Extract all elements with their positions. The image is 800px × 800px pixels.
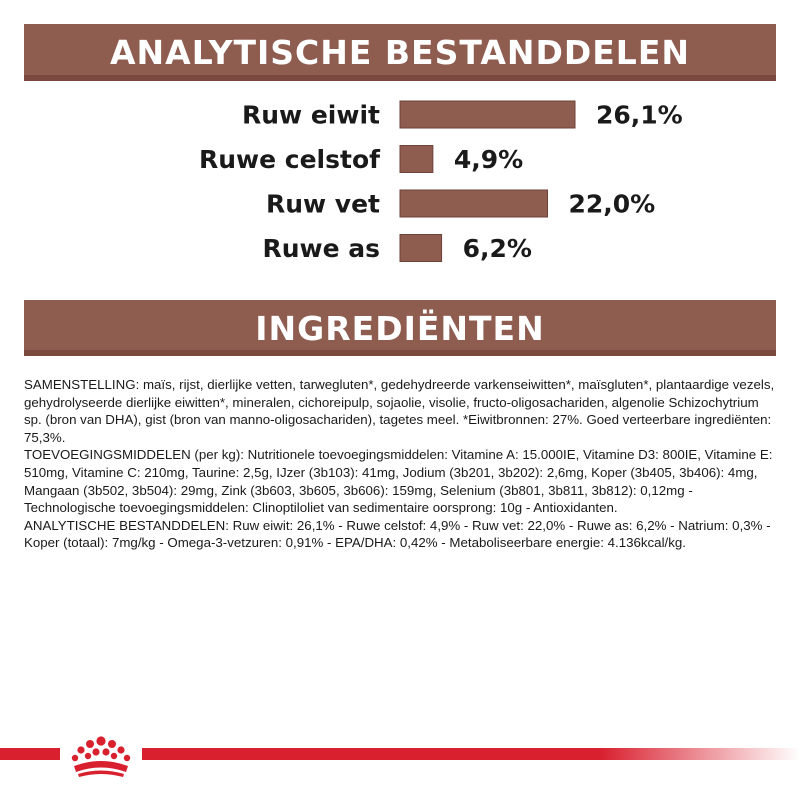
ingredients-text xyxy=(24,376,780,552)
value-label: 6,2% xyxy=(462,234,532,263)
analytics-header xyxy=(24,24,776,81)
value-label: 22,0% xyxy=(568,189,656,219)
bar xyxy=(400,190,548,217)
ingredients-header xyxy=(24,300,776,356)
value-label: 26,1% xyxy=(596,100,683,130)
analytics-paragraph: ANALYTISCHE BESTANDDELEN: Ruw eiwit: 26,1% - Ruwe celstof: 4,9% - Ruw vet: 22,0% - Ruwe as: 6,2% - Natrium: 0,3% - Koper (totaal): 7mg/kg - Omega-3-vetzuren: 0,91% - EPA/DHA: 0,42% - Metaboliseerbare energie: 4.136kcal/kg. xyxy=(24,517,771,551)
nutrient-bar-chart xyxy=(0,92,800,282)
bar xyxy=(400,235,442,262)
bar xyxy=(400,146,433,173)
analytics-header-label: ANALYTISCHE BESTANDDELEN xyxy=(110,33,690,72)
category-label: Ruw eiwit xyxy=(242,100,380,130)
bar xyxy=(400,101,575,128)
composition-paragraph: SAMENSTELLING: maïs, rijst, dierlijke vetten, tarwegluten*, gedehydreerde varkenseiwitten*, maïsgluten*, plantaardige vezels, gehydrolyseerde dierlijke eiwitten*, mineralen, cichoreipulp, sojaolie, visolie, fructo-oligosachariden, algenolie Schizochytrium sp. (bron van DHA), gist (bron van manno-oligosachariden), tagetes meel. *Eiwitbronnen: 27%. Goed verteerbare ingrediënten: 75,3%. xyxy=(24,377,775,445)
additives-paragraph: TOEVOEGINGSMIDDELEN (per kg): Nutritionele toevoegingsmiddelen: Vitamine A: 15.000IE, Vitamine D3: 800IE, Vitamine E: 510mg, Vitamine C: 210mg, Taurine: 2,5g, IJzer (3b103): 41mg, Jodium (3b201, 3b202): 2,6mg, Koper (3b405, 3b406): 4mg, Mangaan (3b502, 3b504): 29mg, Zink (3b603, 3b605, 3b606): 159mg, Selenium (3b801, 3b811, 3b812): 0,12mg - Technologische toevoegingsmiddelen: Clinoptiloliet van sedimentaire oorsprong: 10g - Antioxidanten. xyxy=(24,447,773,516)
category-label: Ruwe as xyxy=(262,234,380,263)
royal-canin-crown-icon xyxy=(60,730,142,782)
category-label: Ruw vet xyxy=(265,189,380,219)
value-label: 4,9% xyxy=(453,145,524,174)
category-label: Ruwe celstof xyxy=(198,145,380,174)
ingredients-header-label: INGREDIËNTEN xyxy=(255,308,545,348)
